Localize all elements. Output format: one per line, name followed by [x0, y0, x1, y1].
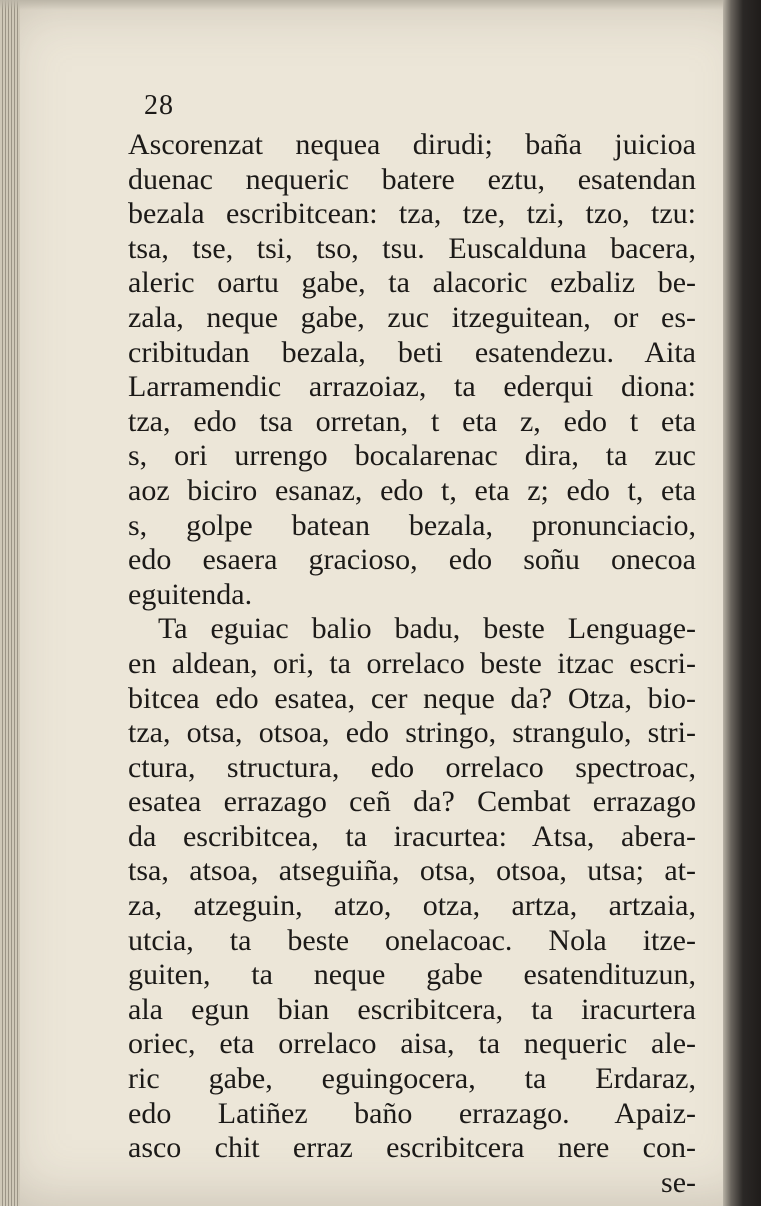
page-top-edge [0, 0, 761, 10]
text-line: guiten, ta neque gabe esatendituzun, [128, 958, 696, 992]
text-line: s, golpe batean bezala, pronunciacio, [128, 508, 696, 542]
text-line: ric gabe, eguingocera, ta Erdaraz, [128, 1062, 696, 1096]
text-line: Ascorenzat nequea dirudi; baña juicioa [128, 128, 696, 161]
text-line: bitcea edo esatea, cer neque da? Otza, bio- [128, 681, 696, 715]
text-line: aleric oartu gabe, ta alacoric ezbaliz be- [128, 266, 696, 300]
text-line: tza, edo tsa orretan, t eta z, edo t eta [128, 404, 696, 438]
text-line: ctura, structura, edo orrelaco spectroac, [128, 750, 696, 784]
body-text [128, 128, 696, 1200]
page-right-edge [723, 0, 761, 1206]
text-line: Larramendic arrazoiaz, ta ederqui diona: [128, 370, 696, 404]
catchword: se- [661, 1165, 696, 1199]
paragraph-start-line: Ta eguiac balio badu, beste Lenguage- [158, 612, 696, 646]
text-line: edo esaera gracioso, edo soñu onecoa [128, 543, 696, 577]
text-line: esatea errazago ceñ da? Cembat errazago [128, 785, 696, 819]
text-line: aoz biciro esanaz, edo t, eta z; edo t, eta [128, 473, 696, 507]
text-line: tsa, atsoa, atseguiña, otsa, otsoa, utsa; at- [128, 854, 696, 888]
text-line: cribitudan bezala, beti esatendezu. Aita [128, 335, 696, 369]
text-line: da escribitcea, ta iracurtea: Atsa, abera- [128, 819, 696, 853]
page-number: 28 [144, 90, 174, 121]
text-line: oriec, eta orrelaco aisa, ta nequeric ale- [128, 1027, 696, 1061]
text-line: bezala escribitcean: tza, tze, tzi, tzo, tzu: [128, 197, 696, 231]
text-line: ala egun bian escribitcera, ta iracurtera [128, 992, 696, 1026]
text-line: edo Latiñez baño errazago. Apaiz- [128, 1096, 696, 1130]
text-line: utcia, ta beste onelacoac. Nola itze- [128, 923, 696, 957]
page-binding-edge [0, 0, 20, 1206]
text-line: en aldean, ori, ta orrelaco beste itzac escri- [128, 646, 696, 680]
text-line: duenac nequeric batere eztu, esatendan [128, 162, 696, 196]
text-line: s, ori urrengo bocalarenac dira, ta zuc [128, 439, 696, 473]
text-line: za, atzeguin, atzo, otza, artza, artzaia, [128, 889, 696, 923]
text-line: tsa, tse, tsi, tso, tsu. Euscalduna bacera, [128, 231, 696, 265]
text-line: eguitenda. [128, 577, 253, 611]
text-line: zala, neque gabe, zuc itzeguitean, or es- [128, 300, 696, 334]
text-line: tza, otsa, otsoa, edo stringo, strangulo, stri- [128, 716, 696, 750]
text-line: asco chit erraz escribitcera nere con- [128, 1131, 696, 1165]
